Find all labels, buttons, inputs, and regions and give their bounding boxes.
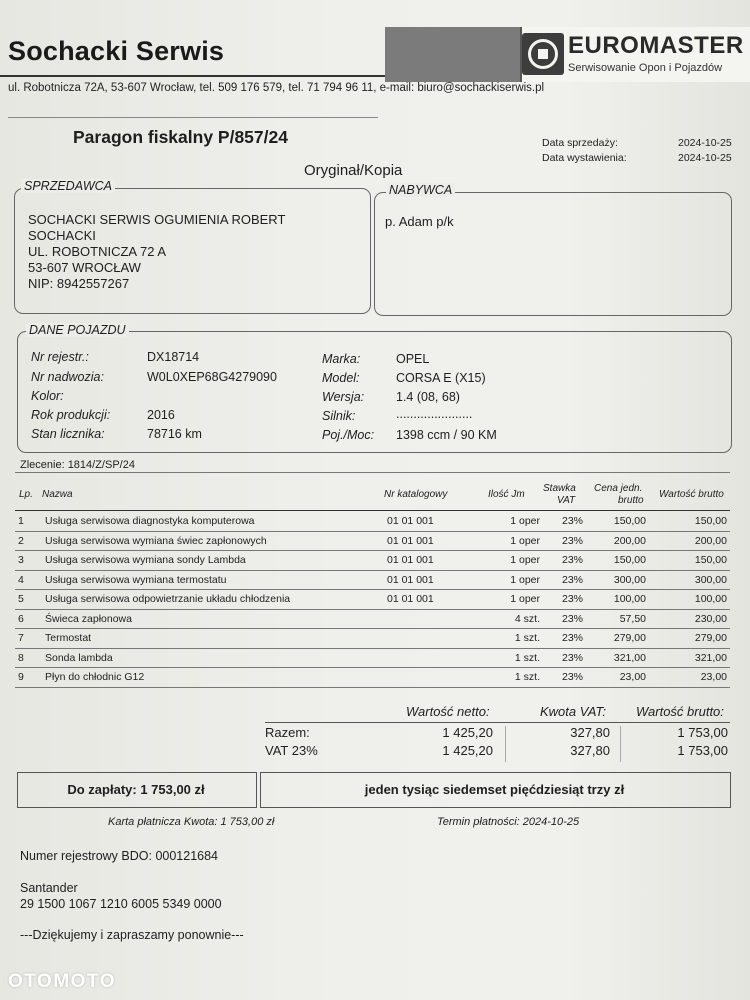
row-qty: 1 oper <box>485 512 540 531</box>
seller-line: UL. ROBOTNICZA 72 A <box>28 244 166 259</box>
row-catalog: 01 01 001 <box>387 590 485 610</box>
th-vat-1: Stawka <box>543 483 576 494</box>
model-value: CORSA E (X15) <box>396 371 486 385</box>
row-vat: 23% <box>540 629 583 649</box>
row-qty: 4 szt. <box>485 609 540 629</box>
row-catalog: 01 01 001 <box>387 512 485 531</box>
header-underline <box>8 117 378 118</box>
engine-label: Silnik: <box>322 409 356 423</box>
total-net: 1 425,20 <box>442 725 493 740</box>
row-catalog: 01 01 001 <box>387 531 485 551</box>
amount-due: Do zapłaty: 1 753,00 zł <box>67 782 205 797</box>
row-vat: 23% <box>540 609 583 629</box>
row-lp: 5 <box>15 590 45 610</box>
sale-date: 2024-10-25 <box>678 137 732 149</box>
row-lp: 2 <box>15 531 45 551</box>
vin-label: Nr nadwozia: <box>31 370 104 384</box>
row-vat: 23% <box>540 570 583 590</box>
vin-value: W0L0XEP68G4279090 <box>147 370 277 384</box>
row-name: Sonda lambda <box>45 648 387 668</box>
row-total: 321,00 <box>646 648 730 668</box>
vat23-label: VAT 23% <box>265 743 318 758</box>
row-name: Usługa serwisowa diagnostyka komputerowa <box>45 512 387 531</box>
table-row <box>15 648 730 668</box>
row-price: 200,00 <box>583 531 646 551</box>
sale-date-label: Data sprzedaży: <box>542 137 618 149</box>
row-lp: 9 <box>15 668 45 688</box>
table-row <box>15 551 730 571</box>
buyer-title: NABYWCA <box>386 183 455 197</box>
row-lp: 1 <box>15 512 45 531</box>
row-catalog <box>387 609 485 629</box>
mileage-value: 78716 km <box>147 427 202 441</box>
vat-label: Kwota VAT: <box>540 704 606 719</box>
total-label: Razem: <box>265 725 310 740</box>
items-table <box>15 512 730 688</box>
seller-title: SPRZEDAWCA <box>21 179 115 193</box>
row-vat: 23% <box>540 590 583 610</box>
th-price-1: Cena jedn. <box>594 483 643 494</box>
otomoto-watermark: OTOMOTO <box>8 971 116 992</box>
document-title: Paragon fiskalny P/857/24 <box>73 127 288 147</box>
row-price: 300,00 <box>583 570 646 590</box>
bank-name: Santander <box>20 881 78 895</box>
row-name: Usługa serwisowa wymiana termostatu <box>45 570 387 590</box>
row-catalog: 01 01 001 <box>387 551 485 571</box>
row-lp: 3 <box>15 551 45 571</box>
row-total: 230,00 <box>646 609 730 629</box>
company-name: Sochacki Serwis <box>8 36 225 66</box>
year-label: Rok produkcji: <box>31 408 111 422</box>
row-catalog <box>387 629 485 649</box>
row-name: Płyn do chłodnic G12 <box>45 668 387 688</box>
row-price: 150,00 <box>583 512 646 531</box>
vehicle-title: DANE POJAZDU <box>26 323 129 337</box>
row-price: 150,00 <box>583 551 646 571</box>
row-name: Usługa serwisowa odpowietrzanie układu chłodzenia <box>45 590 387 610</box>
row-price: 57,50 <box>583 609 646 629</box>
row-total: 300,00 <box>646 570 730 590</box>
row-catalog <box>387 668 485 688</box>
version-value: 1.4 (08, 68) <box>396 390 460 404</box>
euromaster-logo-icon <box>522 33 564 75</box>
row-lp: 7 <box>15 629 45 649</box>
issue-date: 2024-10-25 <box>678 152 732 164</box>
row-total: 100,00 <box>646 590 730 610</box>
net-label: Wartość netto: <box>406 704 490 719</box>
row-total: 279,00 <box>646 629 730 649</box>
row-vat: 23% <box>540 531 583 551</box>
order-divider <box>15 472 730 473</box>
summary-divider <box>265 722 730 723</box>
row-price: 100,00 <box>583 590 646 610</box>
year-value: 2016 <box>147 408 175 422</box>
summary-separator <box>620 726 621 762</box>
vehicle-box <box>17 331 732 453</box>
vat23-vat: 327,80 <box>570 743 610 758</box>
th-price-2: brutto <box>618 495 644 506</box>
reg-label: Nr rejestr.: <box>31 350 89 364</box>
logo-name: EUROMASTER <box>568 32 744 59</box>
row-qty: 1 oper <box>485 570 540 590</box>
row-qty: 1 oper <box>485 590 540 610</box>
row-total: 150,00 <box>646 512 730 531</box>
original-copy-label: Oryginał/Kopia <box>304 162 403 179</box>
table-row <box>15 609 730 629</box>
total-gross: 1 753,00 <box>677 725 728 740</box>
table-header-divider <box>15 510 730 511</box>
row-total: 200,00 <box>646 531 730 551</box>
row-name: Termostat <box>45 629 387 649</box>
logo-subtitle: Serwisowanie Opon i Pojazdów <box>568 62 723 74</box>
th-name: Nazwa <box>42 489 73 500</box>
row-name: Usługa serwisowa wymiana świec zapłonowych <box>45 531 387 551</box>
capacity-value: 1398 ccm / 90 KM <box>396 428 497 442</box>
row-lp: 8 <box>15 648 45 668</box>
company-contact: ul. Robotnicza 72A, 53-607 Wrocław, tel. 509 176 579, tel. 71 794 96 11, e-mail: biuro@sochackiserwis.pl <box>8 82 545 94</box>
model-label: Model: <box>322 371 360 385</box>
row-name: Świeca zapłonowa <box>45 609 387 629</box>
reg-value: DX18714 <box>147 350 200 364</box>
table-row <box>15 590 730 610</box>
th-qty: Ilość Jm <box>488 489 525 500</box>
table-row <box>15 629 730 649</box>
row-qty: 1 oper <box>485 531 540 551</box>
bdo-number: Numer rejestrowy BDO: 000121684 <box>20 849 219 863</box>
seller-line: SOCHACKI <box>28 228 96 243</box>
bank-account: 29 1500 1067 1210 6005 5349 0000 <box>20 897 222 911</box>
buyer-name: p. Adam p/k <box>385 214 454 229</box>
th-catalog: Nr katalogowy <box>384 489 448 500</box>
row-lp: 4 <box>15 570 45 590</box>
gross-label: Wartość brutto: <box>636 704 724 719</box>
card-payment: Karta płatnicza Kwota: 1 753,00 zł <box>108 816 275 828</box>
row-qty: 1 szt. <box>485 648 540 668</box>
color-label: Kolor: <box>31 389 64 403</box>
row-qty: 1 szt. <box>485 668 540 688</box>
row-lp: 6 <box>15 609 45 629</box>
row-vat: 23% <box>540 512 583 531</box>
row-price: 321,00 <box>583 648 646 668</box>
row-name: Usługa serwisowa wymiana sondy Lambda <box>45 551 387 571</box>
row-vat: 23% <box>540 551 583 571</box>
make-label: Marka: <box>322 352 361 366</box>
row-catalog: 01 01 001 <box>387 570 485 590</box>
row-qty: 1 szt. <box>485 629 540 649</box>
seller-line: SOCHACKI SERWIS OGUMIENIA ROBERT <box>28 212 286 227</box>
thanks-note: ---Dziękujemy i zapraszamy ponownie--- <box>20 928 244 942</box>
payment-term: Termin płatności: 2024-10-25 <box>437 816 580 828</box>
amount-in-words: jeden tysiąc siedemset pięćdziesiąt trzy zł <box>364 782 625 797</box>
row-price: 279,00 <box>583 629 646 649</box>
vat23-gross: 1 753,00 <box>677 743 728 758</box>
table-row <box>15 570 730 590</box>
row-catalog <box>387 648 485 668</box>
mileage-label: Stan licznika: <box>31 427 105 441</box>
row-total: 150,00 <box>646 551 730 571</box>
engine-value: ...................... <box>396 407 473 421</box>
row-vat: 23% <box>540 648 583 668</box>
th-lp: Lp. <box>19 489 33 500</box>
issue-date-label: Data wystawienia: <box>542 152 627 164</box>
table-row <box>15 668 730 688</box>
th-total: Wartość brutto <box>659 489 724 500</box>
row-total: 23,00 <box>646 668 730 688</box>
version-label: Wersja: <box>322 390 365 404</box>
total-vat: 327,80 <box>570 725 610 740</box>
order-number: Zlecenie: 1814/Z/SP/24 <box>20 459 135 471</box>
vat23-net: 1 425,20 <box>442 743 493 758</box>
buyer-box <box>374 192 732 316</box>
seller-nip: NIP: 8942557267 <box>28 276 130 291</box>
th-vat-2: VAT <box>557 495 576 506</box>
table-row <box>15 531 730 551</box>
row-price: 23,00 <box>583 668 646 688</box>
table-row <box>15 512 730 531</box>
row-qty: 1 oper <box>485 551 540 571</box>
row-vat: 23% <box>540 668 583 688</box>
seller-line: 53-607 WROCŁAW <box>28 260 141 275</box>
capacity-label: Poj./Moc: <box>322 428 375 442</box>
make-value: OPEL <box>396 352 430 366</box>
summary-separator <box>505 726 506 762</box>
